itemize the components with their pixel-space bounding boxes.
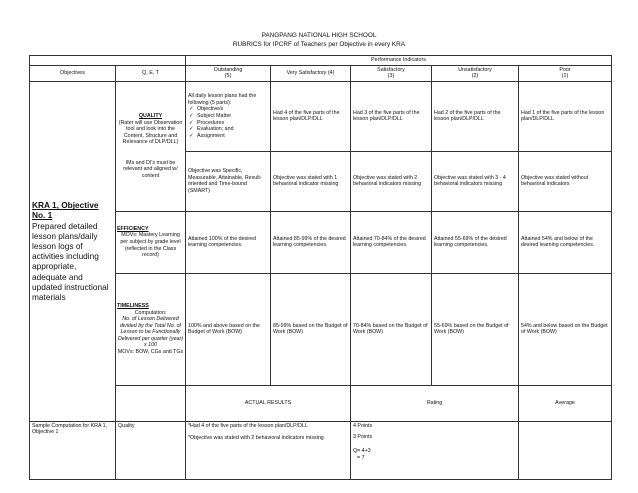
- qet-header: Q, E, T: [116, 65, 186, 81]
- efficiency-outstanding-cell: Attained 100% of the desired learning competencies.: [186, 211, 271, 273]
- sample-rating-4: = 7: [357, 454, 365, 461]
- smart-s-cell: Objective was stated with 2 behavioral indicators missing: [351, 151, 432, 211]
- timeliness-label: TIMELINESS: [117, 302, 149, 309]
- sample-rating-1: 4 Points: [353, 422, 373, 429]
- timeliness-poor-cell: 54% and below based on the Budget of Work (BOW): [519, 273, 612, 385]
- sample-score-cell: [519, 421, 612, 479]
- smart-us-cell: Objective was stated with 3 - 4 behavioral indicators missing: [432, 151, 519, 211]
- timeliness-us-cell: 55-69% based on the Budget of Work (BOW): [432, 273, 519, 385]
- outstanding-intro: All daily lesson plans had the following (5 parts):: [188, 93, 257, 106]
- checklist-item: ✓ Subject Matter: [188, 113, 268, 120]
- average-header: Average: [519, 385, 612, 421]
- objectives-header: Objectives: [30, 65, 116, 81]
- lesson-parts-checklist: [188, 106, 268, 139]
- quality-cell: [116, 81, 186, 211]
- kra-description: Prepared detailed lesson plans/daily lesson logs of activities including appropriate, adequate and updated instructional materials: [32, 220, 109, 303]
- results-blank-cell: [116, 385, 186, 421]
- sample-rating-2: 3 Points: [353, 434, 373, 441]
- efficiency-vs-cell: Attained 85-99% of the desired learning competencies.: [271, 211, 351, 273]
- document-subtitle: RUBRICS for IPCRF of Teachers per Objective in every KRA: [232, 41, 406, 48]
- quality-description: (Rater will use Observation tool and look into the Content, Structure and Relevance of DLP/DLL): [118, 119, 183, 146]
- very-satisfactory-header: Very Satisfactory (4): [271, 65, 351, 81]
- efficiency-us-cell: Attained 55-69% of the desired learning competencies.: [432, 211, 519, 273]
- smart-outstanding-cell: Objective was Specific, Measurable, Attainable, Result-oriented and Time-bound (SMART): [186, 151, 271, 211]
- smart-vs-cell: Objective was stated with 1 behavioral indicator missing: [271, 151, 351, 211]
- efficiency-label: EFFICIENCY: [117, 225, 149, 232]
- outstanding-header: Outstanding (5): [186, 65, 271, 81]
- quality-label: QUALITY: [138, 112, 163, 119]
- quality-ims-note: IMs and DI's must be relevant and aligned w/ content: [123, 159, 178, 180]
- kra-objective-cell: [30, 81, 116, 421]
- kra-title: KRA 1, Objective No. 1: [32, 200, 99, 221]
- satisfactory-header: Satisfactory (3): [351, 65, 432, 81]
- timeliness-movs: MOVs: BOW, CGs and TGs: [117, 349, 184, 356]
- quality-outstanding-cell: [186, 81, 271, 151]
- sample-result-2: *Objective was stated with 2 behavioral indicators missing: [188, 435, 324, 442]
- performance-indicators-header: Performance Indicators: [186, 56, 612, 66]
- unsatisfactory-header: Unsatisfactory (2): [432, 65, 519, 81]
- quality-s-cell: Had 3 of the five parts of the lesson plan/DLP/DLL: [351, 81, 432, 151]
- efficiency-poor-cell: Attained 54% and below of the desired learning competencies.: [519, 211, 612, 273]
- sample-quality-label: Quality: [116, 421, 186, 479]
- smart-poor-cell: Objective was stated without behavioral indicators: [519, 151, 612, 211]
- poor-header: Poor (1): [519, 65, 612, 81]
- efficiency-s-cell: Attained 70-84% of the desired learning competencies.: [351, 211, 432, 273]
- header-blank-cell: [30, 56, 186, 66]
- quality-us-cell: Had 2 of the five parts of the lesson plan/DLP/DLL: [432, 81, 519, 151]
- checklist-item: ✓ Objective/s: [188, 106, 268, 113]
- quality-poor-cell: Had 1 of the five parts of the lesson plan/DLP/DLL: [519, 81, 612, 151]
- sample-results-cell: [186, 421, 351, 479]
- timeliness-cell: [116, 273, 186, 385]
- sample-rating-3: Q= 4+3: [353, 447, 371, 454]
- quality-vs-cell: Had 4 of the five parts of the lesson plan/DLP/DLL: [271, 81, 351, 151]
- timeliness-outstanding-cell: 100% and above based on the Budget of Work (BOW): [186, 273, 271, 385]
- sample-rating-cell: [351, 421, 519, 479]
- sample-result-1: *Had 4 of the five parts of the lesson plan/DLP/DLL: [188, 422, 308, 429]
- timeliness-formula: No. of Lesson Delivered divided by the Total No. of Lesson to be Functionally Delivered per quarter (year) x 100: [117, 316, 184, 349]
- checklist-item: ✓ Assignment: [188, 133, 268, 140]
- computation-label: Computation:: [134, 309, 167, 316]
- timeliness-vs-cell: 85-99% based on the Budget of Work (BOW): [271, 273, 351, 385]
- timeliness-s-cell: 70-84% based on the Budget of Work (BOW): [351, 273, 432, 385]
- checklist-item: ✓ Evaluation; and: [188, 126, 268, 133]
- efficiency-cell: [116, 211, 186, 273]
- school-name: PANGPANG NATIONAL HIGH SCHOOL: [261, 32, 377, 39]
- rating-header: Rating: [351, 385, 519, 421]
- checklist-item: ✓ Procedures: [188, 120, 268, 127]
- efficiency-description: MOVs: Mastery Learning per subject by grade level (reflected in the Class record): [120, 232, 181, 259]
- sample-computation-label: Sample Computation for KRA 1, Objective 1: [30, 421, 116, 479]
- actual-results-header: ACTUAL RESULTS: [186, 385, 351, 421]
- rubric-table: [29, 55, 612, 480]
